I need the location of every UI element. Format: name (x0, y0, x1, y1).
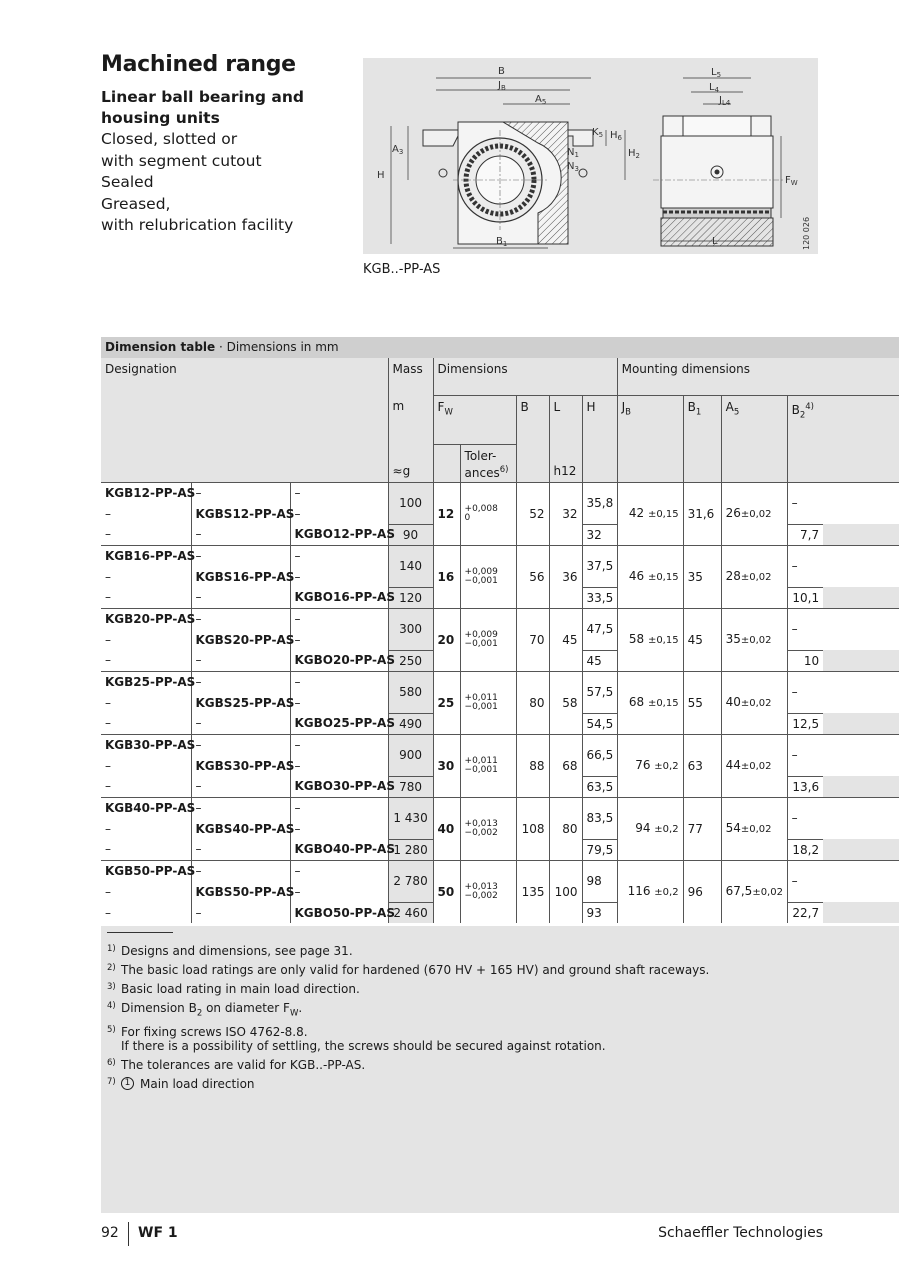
designation-kgbs: – (191, 776, 290, 797)
l-value: 80 (549, 797, 582, 860)
desc-line-4: Greased, (101, 194, 171, 213)
label-jb: $J_B$ (498, 80, 506, 92)
label-k5: $K_5$ (592, 127, 604, 139)
fw-value: 50 (433, 860, 460, 923)
b2-value: – (787, 482, 899, 524)
footnote-5: 5) For fixing screws ISO 4762-8.8. If there is a possibility of settling, the screws should be secured against rotation. (107, 1025, 606, 1054)
table-row (101, 671, 899, 692)
designation-kgbo: KGBO40-PP-AS (290, 839, 388, 860)
mass-value-o: 780 (388, 776, 433, 797)
figure-caption: KGB..-PP-AS (363, 262, 441, 277)
designation-kgbs: – (191, 713, 290, 734)
designation-kgbo: – (290, 503, 388, 524)
jb-value: 94 ±0,2 (617, 797, 683, 860)
designation-kgbs: – (191, 839, 290, 860)
b2-value-o: 12,5 (787, 713, 823, 734)
a5-value: 26±0,02 (721, 482, 787, 545)
mass-value: 580 (388, 671, 433, 713)
label-jl4: $J_{L4}$ (719, 95, 731, 107)
header-b1: $B_1$ (683, 395, 721, 482)
designation-kgbs: KGBS30-PP-AS (191, 755, 290, 776)
b2-value-o: 18,2 (787, 839, 823, 860)
designation-kgbo: – (290, 608, 388, 629)
designation-kgb: – (105, 842, 111, 857)
designation-kgbo: – (290, 671, 388, 692)
b2-value: – (787, 860, 899, 902)
designation-kgbo: – (290, 545, 388, 566)
subtitle-line-1: Linear ball bearing and (101, 88, 304, 106)
mass-value: 100 (388, 482, 433, 524)
designation-kgbo: – (290, 797, 388, 818)
h-value: 47,5 (582, 608, 617, 650)
h-value-o: 93 (582, 902, 617, 923)
housing-front-view (423, 122, 593, 244)
designation-kgb: KGB12-PP-AS (105, 485, 196, 500)
desc-line-2: with segment cutout (101, 151, 262, 170)
label-n3: $N_3$ (567, 161, 579, 173)
footnote-1: 1) Designs and dimensions, see page 31. (107, 944, 353, 958)
table-row (101, 482, 899, 503)
designation-kgbo: – (290, 566, 388, 587)
h-value-o: 45 (582, 650, 617, 671)
designation-kgbs: – (191, 797, 290, 818)
designation-kgb: – (105, 905, 111, 920)
designation-kgbs: KGBS25-PP-AS (191, 692, 290, 713)
desc-line-3: Sealed (101, 173, 154, 191)
h-value-o: 33,5 (582, 587, 617, 608)
b2-value-o: 22,7 (787, 902, 823, 923)
h-value: 35,8 (582, 482, 617, 524)
footnote-7: 7) 1 Main load direction (107, 1077, 255, 1092)
designation-kgbs: KGBS12-PP-AS (191, 503, 290, 524)
mass-value-o: 1 280 (388, 839, 433, 860)
h-value: 57,5 (582, 671, 617, 713)
designation-kgbo: – (290, 734, 388, 755)
a5-value: 54±0,02 (721, 797, 787, 860)
fw-value: 16 (433, 545, 460, 608)
mass-value: 900 (388, 734, 433, 776)
b-value: 52 (516, 482, 549, 545)
l-value: 68 (549, 734, 582, 797)
b2-value-o: 13,6 (787, 776, 823, 797)
a5-value: 67,5±0,02 (721, 860, 787, 923)
table-row (101, 734, 899, 755)
header-text (101, 52, 351, 237)
designation-kgb: – (105, 569, 111, 584)
designation-kgb: – (105, 695, 111, 710)
table-row (101, 608, 899, 629)
l-value: 36 (549, 545, 582, 608)
b1-value: 45 (683, 608, 721, 671)
l-value: 32 (549, 482, 582, 545)
desc-line-5: with relubrication facility (101, 216, 294, 234)
l-value: 58 (549, 671, 582, 734)
designation-kgb: – (105, 590, 111, 605)
designation-kgbs: KGBS16-PP-AS (191, 566, 290, 587)
designation-kgbs: – (191, 650, 290, 671)
label-l4: $L_4$ (709, 82, 720, 94)
header-h: H (582, 395, 617, 482)
header-m: m (392, 399, 405, 413)
tolerance-value: +0,011 −0,001 (460, 734, 516, 797)
label-l: L (712, 236, 718, 247)
designation-kgb: – (105, 884, 111, 899)
b2-value-o: 10,1 (787, 587, 823, 608)
l-value: 45 (549, 608, 582, 671)
footnotes (101, 926, 899, 1213)
h-value: 66,5 (582, 734, 617, 776)
designation-kgbo: KGBO12-PP-AS (290, 524, 388, 545)
section-code: WF 1 (138, 1225, 178, 1241)
table-row (101, 545, 899, 566)
table-row (101, 797, 899, 818)
footer-divider (128, 1222, 129, 1246)
designation-kgbo: KGBO30-PP-AS (290, 776, 388, 797)
subtitle-line-2: housing units (101, 109, 220, 127)
header-b: B (516, 395, 549, 482)
designation-kgbs: – (191, 860, 290, 881)
mass-value: 2 780 (388, 860, 433, 902)
designation-kgbs: – (191, 608, 290, 629)
b1-value: 96 (683, 860, 721, 923)
b2-value: – (787, 797, 899, 839)
designation-kgbs: – (191, 524, 290, 545)
designation-kgbo: KGBO16-PP-AS (290, 587, 388, 608)
footnote-4: 4) Dimension $B_2$ on diameter $F_W$. (107, 1001, 303, 1019)
label-b: B (498, 66, 505, 77)
h-value: 83,5 (582, 797, 617, 839)
header-h12: h12 (553, 463, 577, 478)
header-approx-g: ≈g (392, 463, 411, 478)
label-n1: $N_1$ (567, 147, 579, 159)
designation-kgbs: KGBS40-PP-AS (191, 818, 290, 839)
designation-kgb: KGB40-PP-AS (101, 797, 191, 818)
designation-kgbo: – (290, 692, 388, 713)
mass-value-o: 90 (388, 524, 433, 545)
designation-kgb: – (105, 758, 111, 773)
designation-kgbs: – (191, 545, 290, 566)
tolerance-value: +0,011 −0,001 (460, 671, 516, 734)
b1-value: 55 (683, 671, 721, 734)
dimension-table (101, 337, 899, 923)
label-b1: $B_1$ (496, 236, 508, 248)
designation-kgbo: – (290, 755, 388, 776)
housing-side-view (653, 116, 783, 246)
header-mass: Mass (388, 358, 433, 395)
tolerance-value: +0,008 0 (460, 482, 516, 545)
header-tolerances: Toler- ances$^{6)}$ (460, 444, 516, 482)
header-mass-units (388, 395, 433, 482)
h-value-o: 79,5 (582, 839, 617, 860)
designation-kgbs: – (191, 671, 290, 692)
fw-value: 12 (433, 482, 460, 545)
designation-kgb: – (105, 527, 111, 542)
mass-value-o: 2 460 (388, 902, 433, 923)
header-fw: $F_W$ (433, 395, 516, 444)
label-fw: $F_W$ (785, 175, 798, 187)
footnote-3: 3) Basic load rating in main load direction. (107, 982, 360, 996)
designation-kgbo: KGBO50-PP-AS (290, 902, 388, 923)
h-value: 98 (582, 860, 617, 902)
footnote-6: 6) The tolerances are valid for KGB..-PP-AS. (107, 1058, 366, 1073)
a5-value: 40±0,02 (721, 671, 787, 734)
header-jb: $J_B$ (617, 395, 683, 482)
fw-value: 40 (433, 797, 460, 860)
h-value-o: 32 (582, 524, 617, 545)
a5-value: 35±0,02 (721, 608, 787, 671)
designation-kgb: – (105, 506, 111, 521)
designation-kgb: KGB50-PP-AS (101, 860, 191, 881)
designation-kgbs: – (191, 587, 290, 608)
b1-value: 31,6 (683, 482, 721, 545)
circled-number-icon: 1 (121, 1077, 134, 1090)
tolerance-value: +0,013 −0,002 (460, 860, 516, 923)
b1-value: 63 (683, 734, 721, 797)
label-l5: $L_5$ (711, 67, 722, 79)
label-h2: $H_2$ (628, 148, 640, 160)
a5-value: 44±0,02 (721, 734, 787, 797)
mass-value-o: 250 (388, 650, 433, 671)
mass-value-o: 120 (388, 587, 433, 608)
tolerance-value: +0,013 −0,002 (460, 797, 516, 860)
designation-kgb: – (105, 632, 111, 647)
h-value-o: 63,5 (582, 776, 617, 797)
a5-value: 28±0,02 (721, 545, 787, 608)
designation-kgbs: – (191, 902, 290, 923)
fw-value: 25 (433, 671, 460, 734)
designation-kgbo: – (290, 482, 388, 503)
jb-value: 116 ±0,2 (617, 860, 683, 923)
header-mounting: Mounting dimensions (617, 358, 899, 395)
designation-kgbo: – (290, 629, 388, 650)
b2-value: – (787, 671, 899, 713)
figure-code: 120 026 (802, 216, 811, 250)
b1-value: 77 (683, 797, 721, 860)
footnote-2: 2) The basic load ratings are only valid for hardened (670 HV + 165 HV) and ground shaft raceways. (107, 963, 710, 977)
designation-kgbo: – (290, 881, 388, 902)
designation-kgbs: – (191, 482, 290, 503)
mass-value: 140 (388, 545, 433, 587)
b-value: 88 (516, 734, 549, 797)
tolerance-value: +0,009 −0,001 (460, 608, 516, 671)
table-title: Dimension table · Dimensions in mm (101, 337, 899, 358)
label-a5: $A_5$ (535, 94, 547, 106)
jb-value: 58 ±0,15 (617, 608, 683, 671)
designation-kgbs: KGBS20-PP-AS (191, 629, 290, 650)
mass-value: 1 430 (388, 797, 433, 839)
header-dimensions: Dimensions (433, 358, 617, 395)
technical-drawing (363, 58, 818, 254)
designation-kgb: KGB20-PP-AS (101, 608, 191, 629)
mass-value-o: 490 (388, 713, 433, 734)
designation-kgbs: – (191, 734, 290, 755)
label-h6: $H_6$ (610, 130, 622, 142)
header-l: L h12 (549, 395, 582, 482)
b1-value: 35 (683, 545, 721, 608)
designation-kgbo: – (290, 860, 388, 881)
designation-kgbs: KGBS50-PP-AS (191, 881, 290, 902)
jb-value: 76 ±0,2 (617, 734, 683, 797)
header-b2: $B_2^{4)}$ (787, 395, 899, 482)
designation-kgb: KGB16-PP-AS (101, 545, 191, 566)
l-value: 100 (549, 860, 582, 923)
page-number: 92 (101, 1225, 119, 1241)
b2-value: – (787, 545, 899, 587)
designation-kgbo: KGBO20-PP-AS (290, 650, 388, 671)
designation-kgb: KGB30-PP-AS (101, 734, 191, 755)
label-a3: $A_3$ (392, 144, 404, 156)
b-value: 108 (516, 797, 549, 860)
company-name: Schaeffler Technologies (658, 1225, 823, 1241)
designation-kgb: – (105, 653, 111, 668)
header-designation: Designation (101, 358, 388, 482)
fw-value: 30 (433, 734, 460, 797)
b-value: 135 (516, 860, 549, 923)
footnote-separator (107, 932, 173, 933)
b2-value-o: 7,7 (787, 524, 823, 545)
designation-kgb: KGB25-PP-AS (101, 671, 191, 692)
fw-value: 20 (433, 608, 460, 671)
designation-kgbo: – (290, 818, 388, 839)
h-value-o: 54,5 (582, 713, 617, 734)
jb-value: 46 ±0,15 (617, 545, 683, 608)
desc-line-1: Closed, slotted or (101, 130, 238, 148)
page-footer (101, 1222, 823, 1246)
designation-kgb: – (105, 779, 111, 794)
tolerance-value: +0,009 −0,001 (460, 545, 516, 608)
b-value: 80 (516, 671, 549, 734)
b-value: 56 (516, 545, 549, 608)
page-title: Machined range (101, 52, 296, 77)
table-row (101, 860, 899, 881)
jb-value: 68 ±0,15 (617, 671, 683, 734)
designation-kgbo: KGBO25-PP-AS (290, 713, 388, 734)
h-value: 37,5 (582, 545, 617, 587)
b-value: 70 (516, 608, 549, 671)
b2-value-o: 10 (787, 650, 823, 671)
designation-kgb: – (105, 716, 111, 731)
jb-value: 42 ±0,15 (617, 482, 683, 545)
designation-kgb: – (105, 821, 111, 836)
b2-value: – (787, 608, 899, 650)
table-body (101, 482, 899, 923)
header-a5: $A_5$ (721, 395, 787, 482)
label-h: H (377, 170, 385, 181)
b2-value: – (787, 734, 899, 776)
mass-value: 300 (388, 608, 433, 650)
